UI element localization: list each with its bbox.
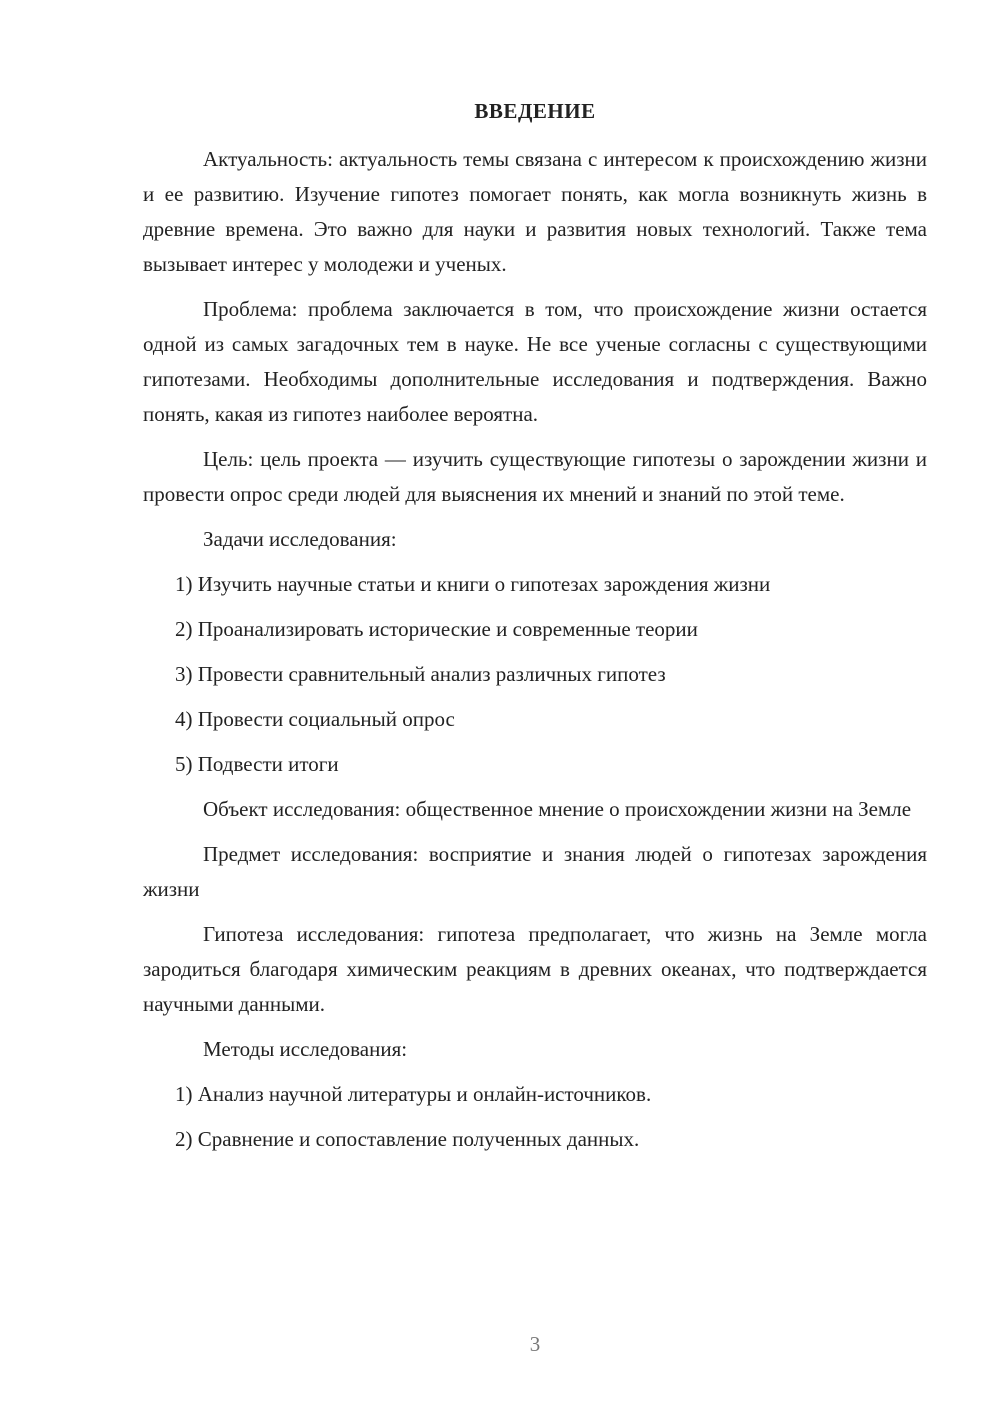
task-item: 4) Провести социальный опрос — [175, 707, 455, 731]
paragraph-subject: Предмет исследования: восприятие и знания людей о гипотезах зарождения жизни — [143, 842, 927, 901]
paragraph-hypothesis: Гипотеза исследования: гипотеза предполагает, что жизнь на Земле могла зародиться благодаря химическим реакциям в древних океанах, что подтверждается научными данными. — [143, 922, 927, 1016]
tasks-heading: Задачи исследования: — [203, 527, 397, 551]
document-page — [143, 96, 927, 1167]
task-item: 1) Изучить научные статьи и книги о гипотезах зарождения жизни — [175, 572, 771, 596]
paragraph-problem: Проблема: проблема заключается в том, что происхождение жизни остается одной из самых загадочных тем в науке. Не все ученые согласны с существующими гипотезами. Необходимы дополнительные исследования и подтверждения. Важно понять, какая из гипотез наиболее вероятна. — [143, 297, 927, 426]
task-item: 3) Провести сравнительный анализ различных гипотез — [175, 662, 666, 686]
task-item: 5) Подвести итоги — [175, 752, 339, 776]
method-item: 1) Анализ научной литературы и онлайн-источников. — [175, 1082, 652, 1106]
paragraph-goal: Цель: цель проекта — изучить существующие гипотезы о зарождении жизни и провести опрос среди людей для выяснения их мнений и знаний по этой теме. — [143, 447, 927, 506]
task-item: 2) Проанализировать исторические и современные теории — [175, 617, 698, 641]
method-item: 2) Сравнение и сопоставление полученных данных. — [175, 1127, 640, 1151]
section-title: ВВЕДЕНИЕ — [474, 99, 596, 123]
paragraph-relevance: Актуальность: актуальность темы связана с интересом к происхождению жизни и ее развитию. Изучение гипотез помогает понять, как могла возникнуть жизнь в древние времена. Это важно для науки и развития новых технологий. Также тема вызывает интерес у молодежи и ученых. — [143, 147, 927, 276]
methods-heading: Методы исследования: — [203, 1037, 408, 1061]
page-number: 3 — [529, 1332, 541, 1356]
paragraph-object: Объект исследования: общественное мнение о происхождении жизни на Земле — [203, 797, 912, 821]
